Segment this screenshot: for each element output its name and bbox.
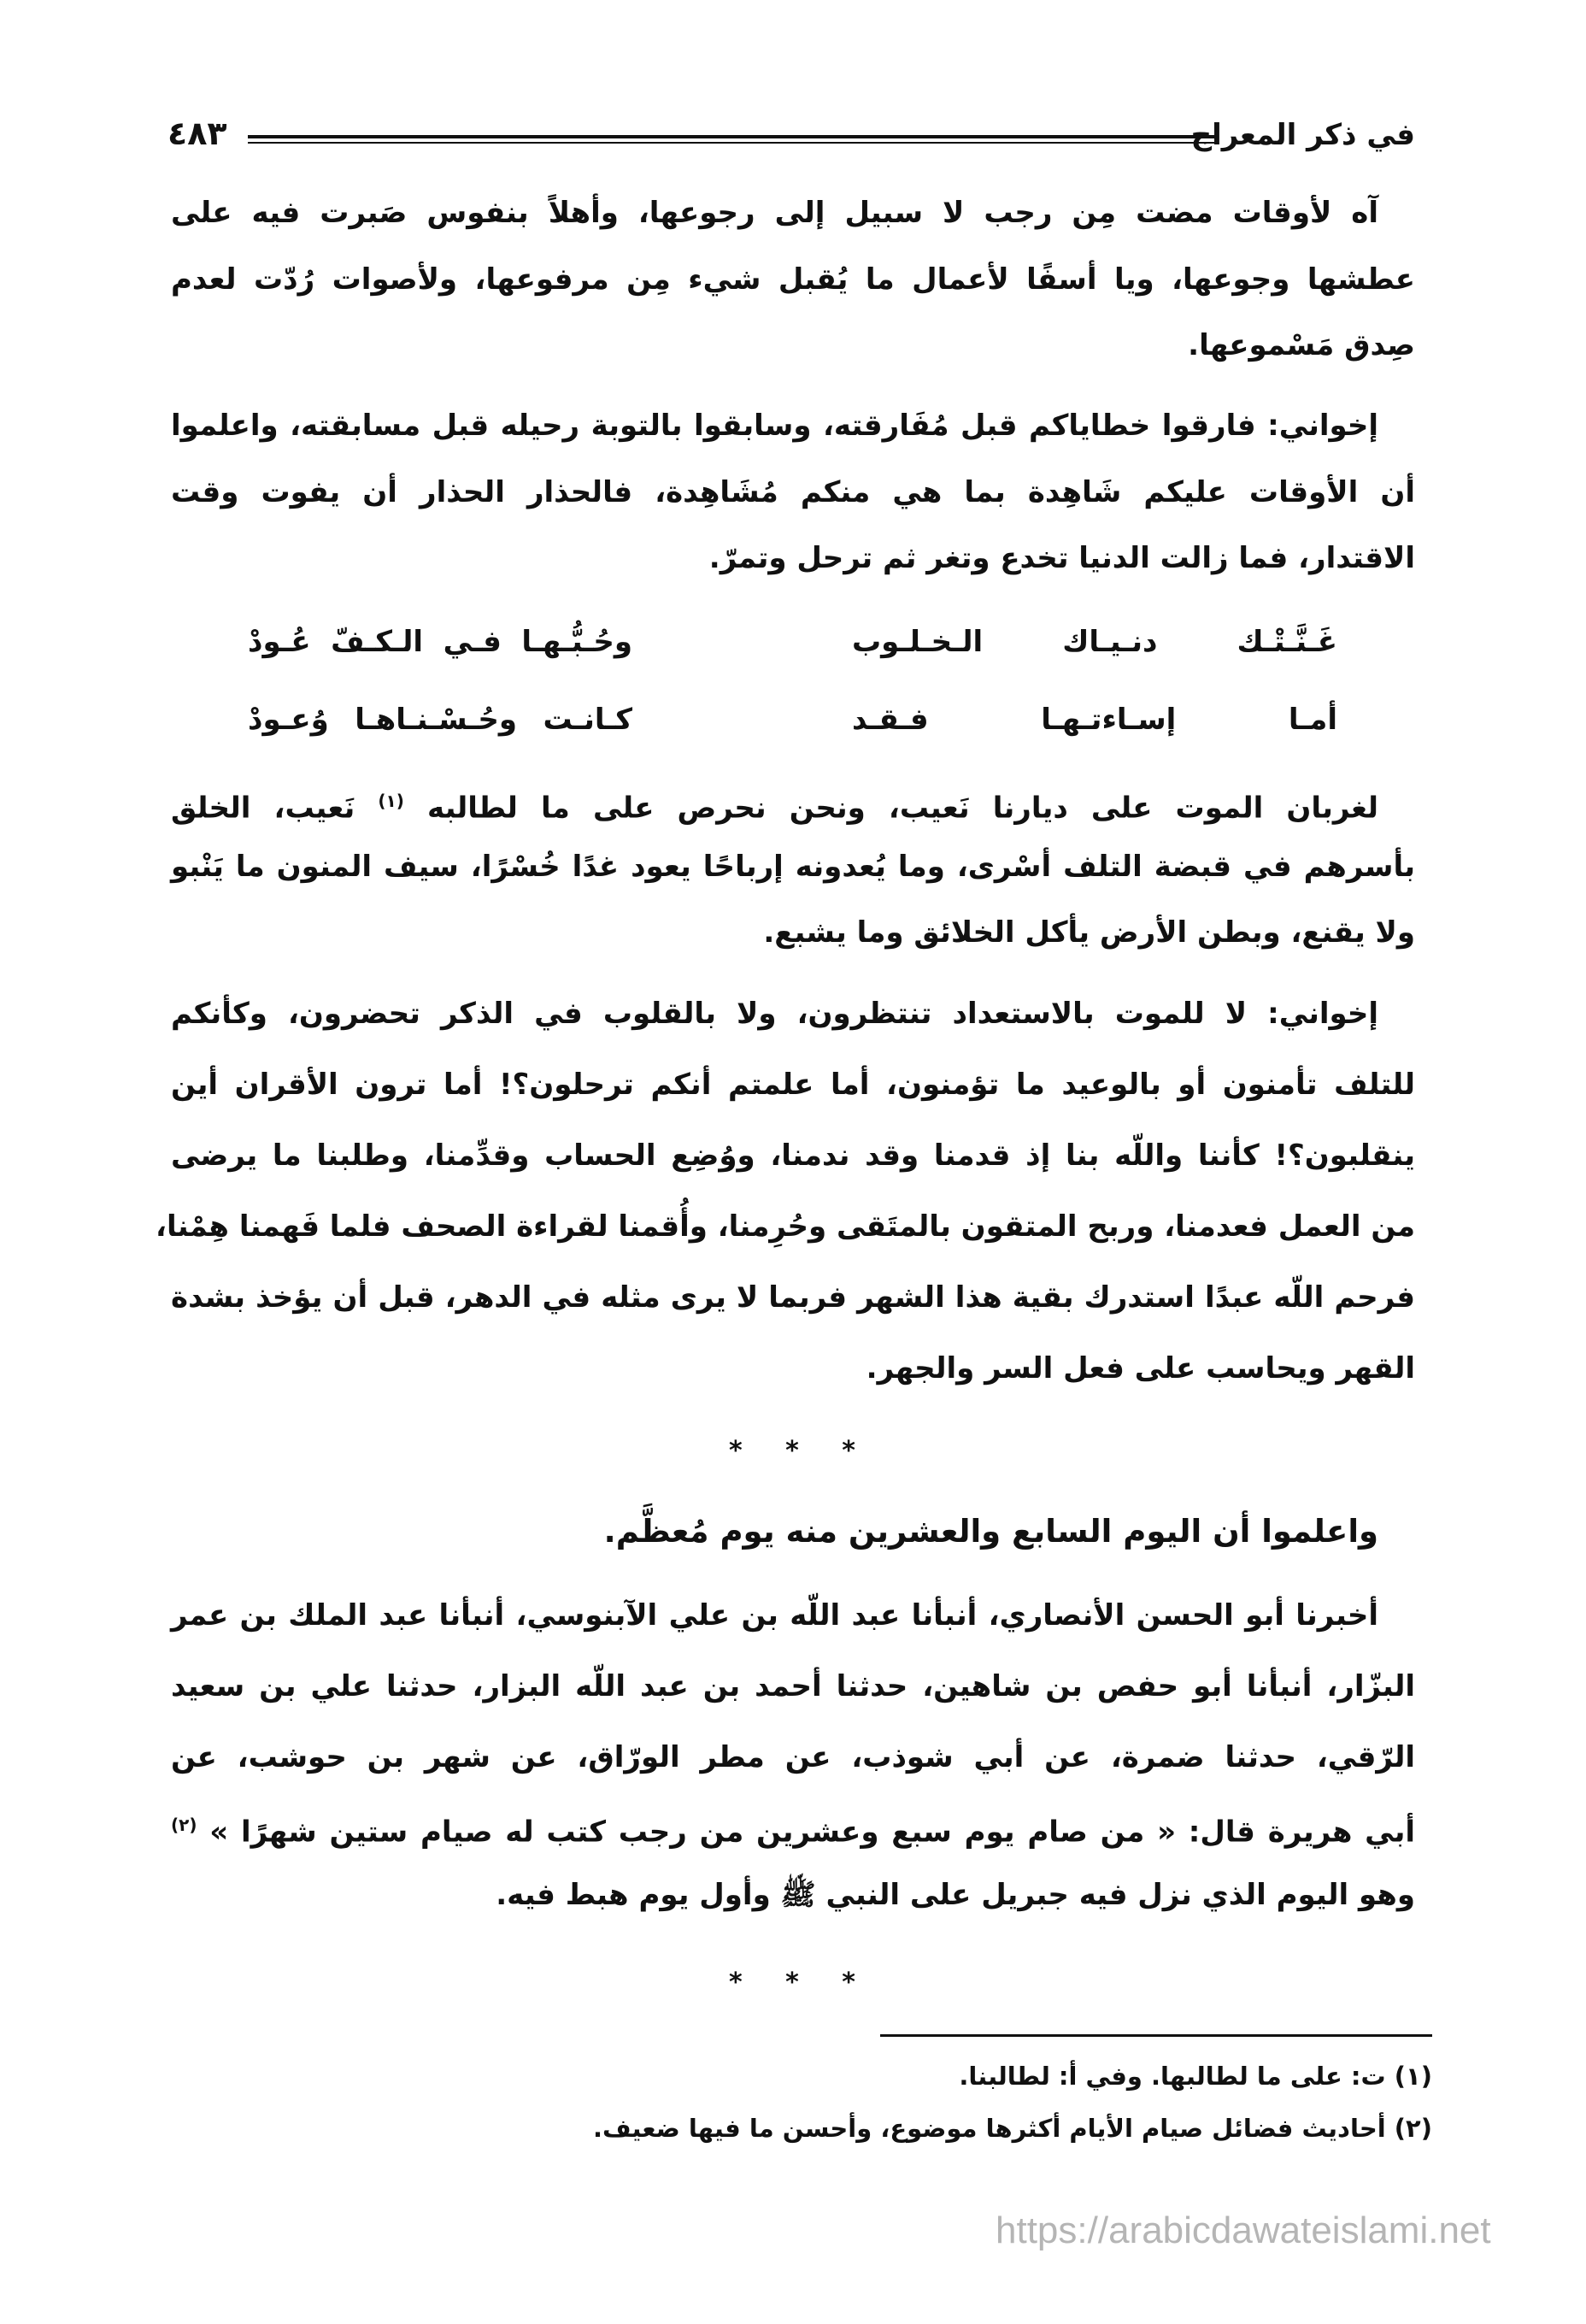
paragraph-line [171,1803,1415,1853]
paragraph-line: وهو اليوم الذي نزل فيه جبريل على النبي ﷺ وأول يوم هبط فيه. [496,1878,1415,1912]
paragraph-line: فرحم اللّه عبدًا استدرك بقية هذا الشهر فربما لا يرى مثله في الدهر، قبل أن يؤخذ بشدة [171,1280,1415,1315]
line-text: نَعيب، الخلق [171,791,379,826]
paragraph-line: الاقتدار، فما زالت الدنيا تخدع وتغر ثم ترحل وتمرّ. [708,541,1415,575]
paragraph-line [171,992,1378,1035]
verse-hemistich: غَـنَّـتْـك دنـيـاك الـخـلـوب [852,625,1337,659]
watermark-url: https://arabicdawateislami.net [996,2209,1491,2251]
paragraph-line: ولا يقنع، وبطن الأرض يأكل الخلائق وما يشبع. [763,915,1415,950]
paragraph-line: من العمل فعدمنا، وربح المتقون بالمتَقى وحُرِمنا، وأُقمنا لقراءة الصحف فلما فَهمنا هِمْنا، [156,1209,1415,1244]
section-heading: واعلموا أن اليوم السابع والعشرين منه يوم مُعظَّم. [603,1513,1378,1550]
paragraph-line: أن الأوقات عليكم شَاهِدة بما هي منكم مُشَاهِدة، فالحذار الحذار أن يفوت وقت [171,475,1415,509]
footnote-marker: (١) [378,791,404,811]
paragraph-line: القهر ويحاسب على فعل السر والجهر. [866,1351,1415,1386]
line-text: لغربان الموت على ديارنا نَعيب، ونحن نحرص على ما لطالبه [403,791,1378,826]
header-rule [248,135,1218,144]
paragraph-line: أخبرنا أبو الحسن الأنصاري، أنبأنا عبد اللّه بن علي الآبنوسي، أنبأنا عبد الملك بن عمر [171,1598,1378,1633]
section-separator: * * * [729,1968,872,1997]
verse-hemistich: أمـا إسـاءتـهـا فـقـد [852,703,1337,737]
footnote: (٢) أحاديث فضائل صيام الأيام أكثرها موضوع، وأحسن ما فيها ضعيف. [593,2114,1432,2143]
line-text: أبي هريرة قال: « من صام يوم سبع وعشرين من رجب كتب له صيام ستين شهرًا » [197,1815,1415,1850]
section-separator: * * * [729,1436,872,1466]
paragraph-line: بأسرهم في قبضة التلف أسْرى، وما يُعدونه إرباحًا يعود غدًا خُسْرًا، سيف المنون ما يَنْبو [171,850,1415,884]
footnote-marker: (٢) [171,1815,197,1835]
paragraph-line: ينقلبون؟! كأننا واللّه بنا إذ قدمنا وقد ندمنا، ووُضِع الحساب وقدِّمنا، وطلبنا ما يرضى [171,1138,1415,1173]
paragraph-line: عطشها وجوعها، ويا أسفًا لأعمال ما يُقبل شيء مِن مرفوعها، ولأصوات رُدّت لعدم [171,262,1415,297]
paragraph-line [171,404,1378,447]
chapter-title: في ذكر المعراج [1190,118,1415,152]
paragraph-line [171,780,1378,829]
paragraph-line: البزّار، أنبأنا أبو حفص بن شاهين، حدثنا أحمد بن عبد اللّه البزار، حدثنا علي بن سعيد [171,1669,1415,1703]
paragraph-lead: إخواني: [1267,409,1378,443]
paragraph-line: صِدق مَسْموعها. [1188,328,1415,362]
verse-hemistich: وحُـبُّـهـا فـي الـكـفّ عُـودْ [248,625,632,659]
line-text: لا للموت بالاستعداد تنتظرون، ولا بالقلوب في الذكر تحضرون، وكأنكم [171,997,1268,1031]
paragraph-lead: إخواني: [1267,997,1378,1031]
page-number: ٤٨٣ [167,115,227,152]
footnote: (١) ت: على ما لطالبها. وفي أ: لطالبنا. [959,2062,1432,2091]
paragraph-line: الرّقي، حدثنا ضمرة، عن أبي شوذب، عن مطر الورّاق، عن شهر بن حوشب، عن [171,1740,1415,1774]
paragraph-line: للتلف تأمنون أو بالوعيد ما تؤمنون، أما علمتم أنكم ترحلون؟! أما ترون الأقران أين [171,1068,1415,1102]
line-text: فارقوا خطاياكم قبل مُفَارقته، وسابقوا بالتوبة رحيله قبل مسابقته، واعلموا [171,409,1268,443]
footnote-rule [880,2034,1432,2037]
paragraph-line: آه لأوقات مضت مِن رجب لا سبيل إلى رجوعها، وأهلاً بنفوس صَبرت فيه على [171,196,1378,230]
verse-hemistich: كـانـت وحُـسْـنـاهـا وُعـودْ [248,703,632,737]
